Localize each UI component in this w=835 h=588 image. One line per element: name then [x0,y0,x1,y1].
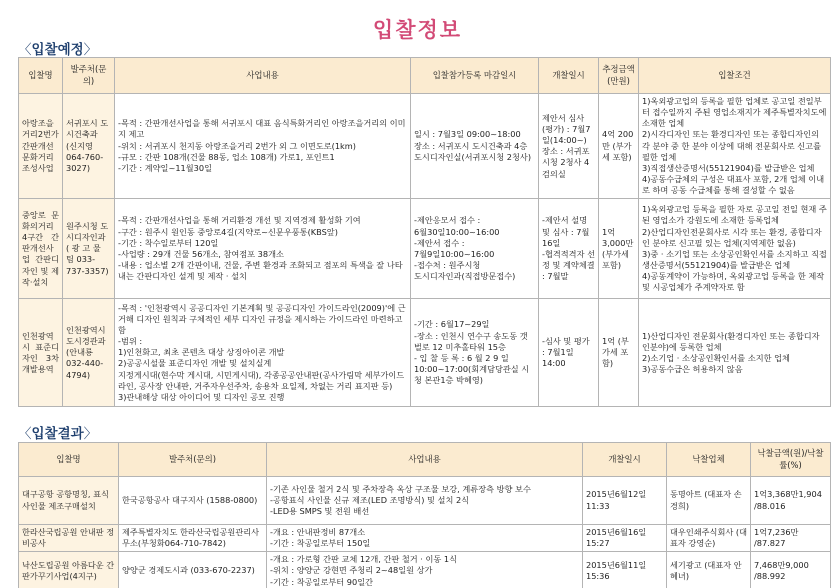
bid-name: 중앙로 문화의거리 4구간 간판개선사업 간판디자인 및 제작·설치 [19,199,63,299]
table-row [19,199,831,299]
result-orderer: 한국공항공사 대구지사 (1588-0800) [119,477,267,525]
bid-orderer: 원주시청 도시디자인과 ( 광 고 물 팀 033-737-3357) [63,199,115,299]
section-results-label: 입찰결과 [31,426,84,442]
header-amount: 추정금액(만원) [599,58,639,94]
header-conditions: 입찰조건 [639,58,831,94]
bid-deadline: 일시 : 7월3일 09:00~18:00 장소 : 서귀포시 도시건축과 4층 도시디자인실(서귀포시청 2청사) [411,94,539,199]
header-bid-name: 입찰명 [19,58,63,94]
section-upcoming-label: 입찰예정 [31,42,84,58]
bid-name: 아랑조을거리2번가 간판개선 문화거리 조성사업 [19,94,63,199]
result-date: 2015년6월11일 15:36 [583,552,667,588]
bid-deadline: -제안응모서 접수 : 6월30일10:00~16:00 -제안서 접수 : 7월9일10:00~16:00 -접수처 : 원주시청 도시디자인과(직접방문접수) [411,199,539,299]
bid-conditions: 1)옥외광고업 등록을 필한 자로 공고일 전일 현재 주된 영업소가 강원도에 소재한 등록업체 2)산업디자인전문회사로 시각 또는 환경, 종합디자인 분야로 신고필 있는 업체(지역제한 없음) 3)중 · 소기업 또는 소상공인확인서를 소지하고 직접생산증명서(55121904)를 발급받은 업체 4)공동계약이 가능하며, 옥외광고업 등록을 한 제작 및 시공업체가 주계약자로 함 [639,199,831,299]
header-opening-date: 개찰일시 [583,443,667,477]
result-orderer: 양양군 경제도시과 (033-670-2237) [119,552,267,588]
upcoming-bids-table [18,57,831,407]
result-price: 7,468만9,000 /88.992 [751,552,831,588]
result-winner: 대우인쇄주식회사 (대표자 강영순) [667,525,751,552]
bid-conditions: 1)옥외광고업의 등록을 필한 업체로 공고일 전일부터 접수일까지 주된 영업소재지가 제주특별자치도에 소재한 업체 2)시각디자인 또는 환경디자인 또는 종합디자인의 각 분야 중 한 분야 이상에 대해 전문회사로 신고를 필한 업체 3)직접생산증명서(55121904)를 발급받은 업체 4)공동수급체의 구성은 대표사 포함, 2개 업체 이내로 하며 공동 수급체를 통해 결성할 수 없음 [639,94,831,199]
table-row [19,477,831,525]
result-winner: 동명아트 (대표자 손경희) [667,477,751,525]
result-winner: 세기광고 (대표자 안혜녀) [667,552,751,588]
header-price: 낙찰금액(원)/낙찰률(%) [751,443,831,477]
bid-content: -목적 : '인천광역시 공공디자인 기본계획 및 공공디자인 가이드라인(2009)'에 근거해 디자인 원칙과 구체적인 세부 디자인 규정을 제시하는 가이드라인 마련하고 함 -범위 : 1)인천화고, 최초 콘텐츠 대상 상징아이콘 개발 2)공공시설물 표준디자인 개발 및 설치실계 지정게시대(현수막 게시대, 시민게시대), 각종공공안내판(공사가림막 세부가이드라인, 공사장 안내판, 거주자우선주차, 송용차 요일제, 차없는 거리 표지판 등) 3)관내해상 대상 아이디어 및 디자인 공모 진행 [115,299,411,407]
result-name: 한라산국립공원 안내판 정비공사 [19,525,119,552]
header-orderer: 발주처(문의) [63,58,115,94]
table-row [19,552,831,588]
bracket-close: 〉 [83,426,98,442]
header-bid-name: 입찰명 [19,443,119,477]
page-title: 입찰정보 [372,18,463,42]
result-date: 2015년6월16일 15:27 [583,525,667,552]
upcoming-header-row [19,58,831,94]
header-opening: 개찰일시 [539,58,599,94]
bracket-close: 〉 [83,42,98,58]
result-name: 대구공항 공항명칭, 표식 사인물 제조구매설치 [19,477,119,525]
bid-opening: -심사 및 평가 : 7월1일14:00 [539,299,599,407]
table-row [19,525,831,552]
bid-amount: 4억 200만 (부가세 포함) [599,94,639,199]
bid-amount: 1억 3,000만 (부가세 포함) [599,199,639,299]
bid-opening: 제안서 심사(평가) : 7월7일(14:00~) 장소 : 서귀포시청 2청사 4검의실 [539,94,599,199]
bid-content: -목적 : 간판개선사업을 통해 서귀포시 대표 음식특화거리인 아랑조을거리의 이미지 제고 -위치 : 서귀포시 천지동 아랑조을거리 2번가 외 그 이면도로(1km) -규모 : 간판 108개(건물 88동, 업소 108개) 가로1, 포인트1 -기간 : 계약일~11월30일 [115,94,411,199]
section-upcoming-heading [18,38,97,58]
table-row [19,94,831,199]
result-name: 낙산도립공원 아름다운 간판가꾸기사업(4지구) [19,552,119,588]
bid-deadline: -기간 : 6월17~29일 -장소 : 인천시 연수구 송도동 갯벌로 12 미추홀타워 15층 - 입 찰 등 록 : 6 월 2 9 일 10:00~17:00(회계담당관실 시청 본관1층 박혜영) [411,299,539,407]
bid-name: 인천광역시 표준디자인 3차 개발용역 [19,299,63,407]
bid-results-table [18,442,831,588]
results-header-row [19,443,831,477]
result-content: -개요 : 안내판정비 87개소 -기간 : 착공일로부터 150일 [267,525,583,552]
bid-content: -목적 : 간판개선사업을 통해 거리환경 개선 및 지역경제 활성화 기여 -구간 : 원주시 원인동 중앙로4길(지약로~신문우풍통(KBS앞) -기간 : 착수일로부터 120일 -사업량 : 29개 건물 56개소, 참여점포 38개소 -내용 : 업소별 2개 간판이내, 건물, 주변 환경과 조화되고 점포의 특색을 잘 나타내는 간판디자인 설계 및 제작 · 설치 [115,199,411,299]
result-price: 1억3,368만1,904 /88.016 [751,477,831,525]
bid-conditions: 1)산업디자인 전문회사(환경디자인 또는 종합디자인분야)에 등록한 업체 2)소기업 · 소상공인확인서를 소지한 업체 3)공동수급은 허용하지 않음 [639,299,831,407]
bid-opening: -제안서 설명 및 심사 : 7월16일 -협격적격자 선정 및 계약체결 : 7월말 [539,199,599,299]
bid-orderer: 인천광역시 도시경관과 (안내룡 032-440-4794) [63,299,115,407]
header-winner: 낙찰업체 [667,443,751,477]
bracket-open: 〈 [18,426,32,442]
header-orderer: 발주처(문의) [119,443,267,477]
bid-amount: 1억 (부가세 포함) [599,299,639,407]
header-deadline: 입찰참가등록 마감일시 [411,58,539,94]
result-price: 1억7,236만 /87.827 [751,525,831,552]
bid-orderer: 서귀포시 도시건축과 (신지영 064-760-3027) [63,94,115,199]
result-content: -기존 사인물 철거 2식 및 주차장측 옥상 구조물 보강, 계류장측 방향 보수 -공항표식 사인물 신규 제조(LED 조명방식) 및 설치 2식 -LED용 SMPS 및 전원 배선 [267,477,583,525]
header-content: 사업내용 [115,58,411,94]
result-orderer: 제주특별자치도 한라산국립공원관리사무소(부청화064-710-7842) [119,525,267,552]
result-date: 2015년6월12일 11:33 [583,477,667,525]
table-row [19,299,831,407]
bracket-open: 〈 [18,42,32,58]
result-content: -개요 : 가로형 간판 교체 12개, 간판 철거 · 이동 1식 -위치 : 양양군 강현면 주청리 2~48일원 상가 -기간 : 착공일로부터 90일간 [267,552,583,588]
header-content: 사업내용 [267,443,583,477]
section-results-heading [18,422,97,442]
